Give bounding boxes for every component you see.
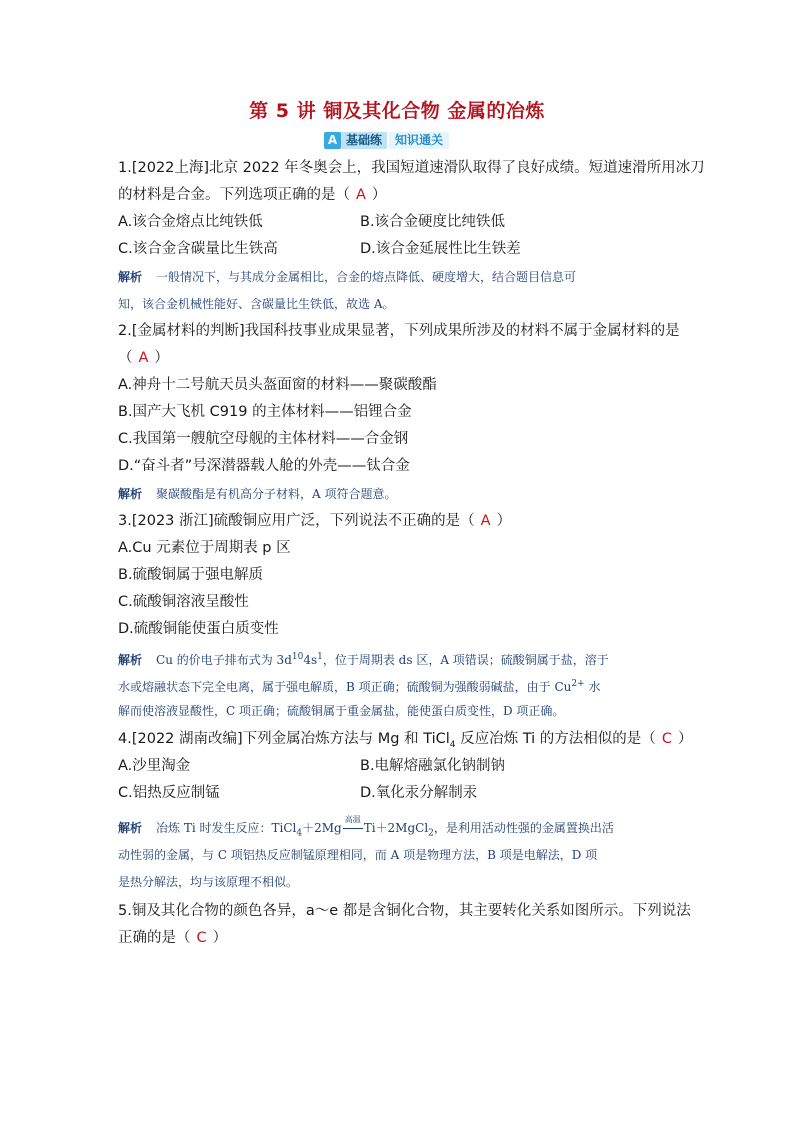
- q2-stem-line2: （ A ）: [118, 350, 169, 366]
- q4-option-b: B.电解熔融氯化钠制钠: [360, 758, 506, 774]
- q1-answer: A: [356, 187, 366, 203]
- q3-option-d: D.硫酸铜能使蛋白质变性: [118, 621, 279, 637]
- q3-explanation-line3: 解而使溶液显酸性，C 项正确；硫酸铜属于重金属盐，能使蛋白质变性，D 项正确。: [118, 704, 565, 718]
- q4-explanation-line2: 动性弱的金属，与 C 项铝热反应制锰原理相同，而 A 项是物理方法，B 项是电解法，D 项: [118, 848, 598, 862]
- q5-answer: C: [196, 930, 207, 946]
- q3-stem-line1: 3.[2023 浙江]硫酸铜应用广泛，下列说法不正确的是（ A ）: [118, 513, 512, 529]
- q1-explanation-line2: 知，该合金机械性能好、含碳量比生铁低，故选 A。: [118, 297, 395, 311]
- q3-option-a: A.Cu 元素位于周期表 p 区: [118, 540, 291, 556]
- q1-option-d: D.该合金延展性比生铁差: [360, 241, 521, 257]
- reaction-condition: 高温: [342, 818, 364, 838]
- q2-option-b: B.国产大飞机 C919 的主体材料——铝锂合金: [118, 404, 412, 420]
- q1-explanation-line1: 解析 一般情况下，与其成分金属相比，合金的熔点降低、硬度增大，结合题目信息可: [118, 270, 577, 284]
- q3-answer: A: [480, 513, 491, 529]
- q2-option-c: C.我国第一艘航空母舰的主体材料——合金钢: [118, 431, 409, 447]
- q5-stem-line2: 正确的是（ C ）: [118, 930, 228, 946]
- q4-answer: C: [661, 731, 672, 747]
- q3-explanation-line1: 解析 Cu 的价电子排布式为 $3d^{10}4s^1$，位于周期表 ds 区，A 项错误；硫酸铜属于盐，溶于: [118, 652, 609, 667]
- section-tag: [324, 131, 449, 149]
- q3-option-c: C.硫酸铜溶液呈酸性: [118, 594, 249, 610]
- section-label-knowledge: 知识通关: [389, 132, 449, 149]
- section-letter: A: [324, 132, 341, 149]
- q1-stem-line1: 1.[2022上海]北京 2022 年冬奥会上，我国短道速滑队取得了良好成绩。短道速滑所用冰刀: [118, 160, 705, 176]
- q3-explanation-line2: 水或熔融状态下完全电离，属于强电解质，B 项正确；硫酸铜为强酸弱碱盐，由于 $Cu^{2+}$ 水: [118, 679, 601, 694]
- q2-answer: A: [138, 350, 149, 366]
- q2-stem-line1: 2.[金属材料的判断]我国科技事业成果显著，下列成果所涉及的材料不属于金属材料的是: [118, 323, 680, 339]
- q4-option-c: C.铝热反应制锰: [118, 785, 220, 801]
- q1-option-c: C.该合金含碳量比生铁高: [118, 241, 278, 257]
- q4-stem-line1: 4.[2022 湖南改编]下列金属冶炼方法与 Mg 和 TiCl$_4$ 反应冶炼 Ti 的方法相似的是（ C ）: [118, 731, 693, 750]
- q2-explanation-line1: 解析 聚碳酸酯是有机高分子材料，A 项符合题意。: [118, 487, 397, 501]
- q2-option-d: D.“奋斗者”号深潜器载人舱的外壳——钛合金: [118, 458, 410, 474]
- q5-stem-line1: 5.铜及其化合物的颜色各异，a～e 都是含铜化合物，其主要转化关系如图所示。下列说法: [118, 903, 691, 919]
- q1-option-a: A.该合金熔点比纯铁低: [118, 214, 263, 230]
- q1-option-b: B.该合金硬度比纯铁低: [360, 214, 506, 230]
- q4-option-a: A.沙里淘金: [118, 758, 191, 774]
- q3-option-b: B.硫酸铜属于强电解质: [118, 567, 264, 583]
- q4-explanation-line1: 解析 冶炼 Ti 时发生反应：TiCl$_4$＋2Mg 高温 Ti＋2MgCl$_2$，是利用活动性强的金属置换出活: [118, 815, 614, 839]
- q4-explanation-line3: 是热分解法，均与该原理不相似。: [118, 875, 299, 889]
- q2-option-a: A.神舟十二号航天员头盔面窗的材料——聚碳酸酯: [118, 377, 437, 393]
- q4-option-d: D.氧化汞分解制汞: [360, 785, 478, 801]
- q1-stem-line2: 的材料是合金。下列选项正确的是（ A ）: [118, 187, 387, 203]
- section-label-basic: 基础练: [341, 132, 387, 149]
- page-title: 第 5 讲 铜及其化合物 金属的冶炼: [249, 100, 545, 122]
